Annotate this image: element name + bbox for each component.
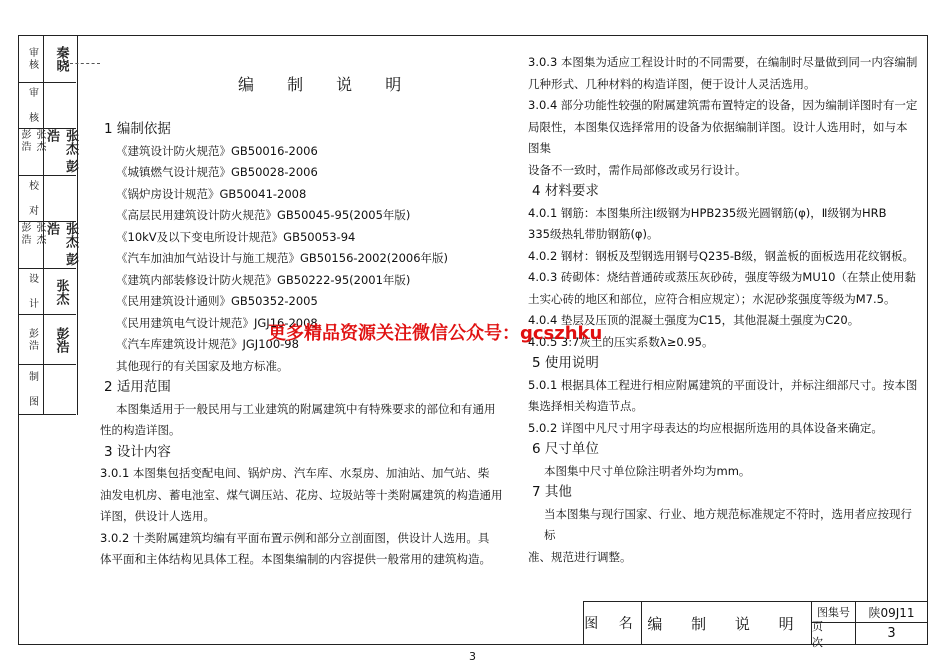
text-line: 4.0.5 3:7灰土的压实系数λ≥0.95。	[528, 334, 714, 349]
sidebar-row	[18, 83, 76, 129]
text-line: 土实心砖的地区和部位，应符合相应规定）；水泥砂浆强度等级为M7.5。	[528, 291, 896, 306]
text-line: 集选择相关构造节点。	[528, 399, 643, 413]
text-line: 3.0.1 本图集包括变配电间、锅炉房、汽车库、水泵房、加油站、加气站、柴	[100, 466, 490, 480]
signature	[48, 83, 74, 128]
text-line: 4.0.3 砖砌体：烧结普通砖或蒸压灰砂砖，强度等级为MU10（在禁止使用黏	[528, 270, 916, 284]
sidebar-label: 张杰 彭浩	[21, 129, 44, 175]
title-block-page-label: 页 次	[812, 623, 856, 644]
sidebar-row	[18, 129, 76, 176]
text-line: 几种形式、几种材料的构造详图，便于设计人灵活选用。	[528, 76, 816, 91]
text-line: 4.0.1 钢筋：本图集所注Ⅰ级钢为HPB235级光圆钢筋(φ)，Ⅱ级钢为HRB	[528, 205, 887, 220]
title-block-atlas-no: 陕09J11	[856, 602, 927, 623]
right-column	[528, 52, 918, 568]
sidebar-label: 校 对	[21, 176, 44, 221]
title-block-name: 编 制 说 明	[642, 602, 812, 644]
approval-sidebar	[18, 35, 78, 415]
sidebar-row	[18, 269, 76, 315]
section-heading: 6 尺寸单位	[532, 441, 599, 457]
text-line: 局限性，本图集仅选择常用的设备为依据编制详图。设计人选用时，如与本图集	[528, 119, 908, 155]
text-line: 《城镇燃气设计规范》GB50028-2006	[116, 165, 318, 179]
sidebar-row	[18, 222, 76, 269]
sidebar-row	[18, 176, 76, 222]
text-line: 准、规范进行调整。	[528, 549, 632, 564]
text-line: 《汽车库建筑设计规范》JGJ100-98	[116, 337, 299, 351]
text-line: 《锅炉房设计规范》GB50041-2008	[116, 186, 307, 201]
signature: 彭浩	[53, 326, 69, 353]
signature	[48, 365, 74, 414]
sidebar-row	[18, 365, 76, 415]
text-line: 详图，供设计人选用。	[100, 509, 215, 523]
text-line: 本图集中尺寸单位除注明者外均为mm。	[544, 463, 751, 478]
sidebar-label: 制 图	[21, 365, 44, 414]
text-line: 当本图集与现行国家、行业、地方规范标准规定不符时，选用者应按现行标	[544, 506, 912, 542]
text-line: 设备不一致时，需作局部修改或另行设计。	[528, 162, 747, 177]
section-heading: 7 其他	[532, 484, 572, 500]
text-line: 3.0.2 十类附属建筑均编有平面布置示例和部分立剖面图，供设计人选用。具	[100, 530, 490, 545]
page-number: 3	[469, 650, 476, 663]
text-line: 3.0.3 本图集为适应工程设计时的不同需要，在编制时尽量做到同一内容编制	[528, 55, 918, 69]
signature: 张杰 彭浩	[44, 129, 78, 173]
title-block-page-no: 3	[887, 626, 896, 641]
text-line: 5.0.2 详图中凡尺寸用字母表达的均应根据所选用的具体设备来确定。	[528, 420, 883, 435]
signature	[48, 176, 74, 221]
title-block-name-label: 图 名	[584, 602, 642, 644]
text-line: 《汽车加油加气站设计与施工规范》GB50156-2002(2006年版)	[116, 251, 449, 265]
section-heading: 5 使用说明	[532, 355, 599, 371]
text-line: 体平面和主体结构见具体工程。本图集编制的内容提供一般常用的建筑构造。	[100, 552, 491, 566]
text-line: 油发电机房、蓄电池室、煤气调压站、花房、垃圾站等十类附属建筑的构造通用	[100, 487, 503, 502]
sidebar-label: 彭浩	[21, 315, 44, 364]
signature: 秦晓	[53, 45, 69, 72]
watermark-text: 更多精品资源关注微信公众号：gcszhku	[268, 323, 603, 344]
text-line: 《建筑设计防火规范》GB50016-2006	[116, 143, 318, 158]
text-line: 4.0.4 垫层及压顶的混凝土强度为C15，其他混凝土强度为C20。	[528, 313, 860, 327]
page-title: 编 制 说 明	[238, 75, 416, 94]
text-line: 《民用建筑电气设计规范》JGJ16-2008	[116, 315, 318, 330]
text-line: 性的构造详图。	[100, 423, 181, 437]
text-line: 3.0.4 部分功能性较强的附属建筑需布置特定的设备，因为编制详图时有一定	[528, 98, 918, 112]
sidebar-label: 审核	[21, 35, 44, 82]
text-line: 本图集适用于一般民用与工业建筑的附属建筑中有特殊要求的部位和有通用	[116, 401, 496, 416]
sidebar-row	[18, 35, 76, 83]
divider	[70, 63, 100, 64]
sidebar-label: 审 核	[21, 83, 44, 128]
text-line: 其他现行的有关国家及地方标准。	[116, 358, 289, 373]
text-line: 5.0.1 根据具体工程进行相应附属建筑的平面设计，并标注细部尺寸。按本图	[528, 377, 918, 392]
section-heading: 3 设计内容	[104, 443, 171, 460]
title-block-atlas-label: 图集号	[812, 602, 856, 623]
section-heading: 4 材料要求	[532, 183, 599, 199]
text-line: 335级热轧带肋钢筋(φ)。	[528, 227, 659, 241]
signature: 张杰 彭浩	[44, 222, 78, 266]
signature: 张杰	[53, 278, 69, 305]
text-line: 《高层民用建筑设计防火规范》GB50045-95(2005年版)	[116, 208, 411, 222]
sidebar-label: 张杰 彭浩	[21, 222, 44, 268]
sidebar-label: 设 计	[21, 269, 44, 314]
section-heading: 1 编制依据	[104, 121, 171, 137]
title-block	[583, 601, 928, 649]
section-heading: 2 适用范围	[104, 379, 171, 395]
sidebar-row	[18, 315, 76, 365]
text-line: 《10kV及以下变电所设计规范》GB50053-94	[116, 229, 356, 244]
text-line: 《建筑内部装修设计防火规范》GB50222-95(2001年版)	[116, 272, 411, 287]
text-line: 《民用建筑设计通则》GB50352-2005	[116, 294, 318, 308]
text-line: 4.0.2 钢材：钢板及型钢选用钢号Q235-B级，钢盖板的面板选用花纹钢板。	[528, 248, 915, 263]
